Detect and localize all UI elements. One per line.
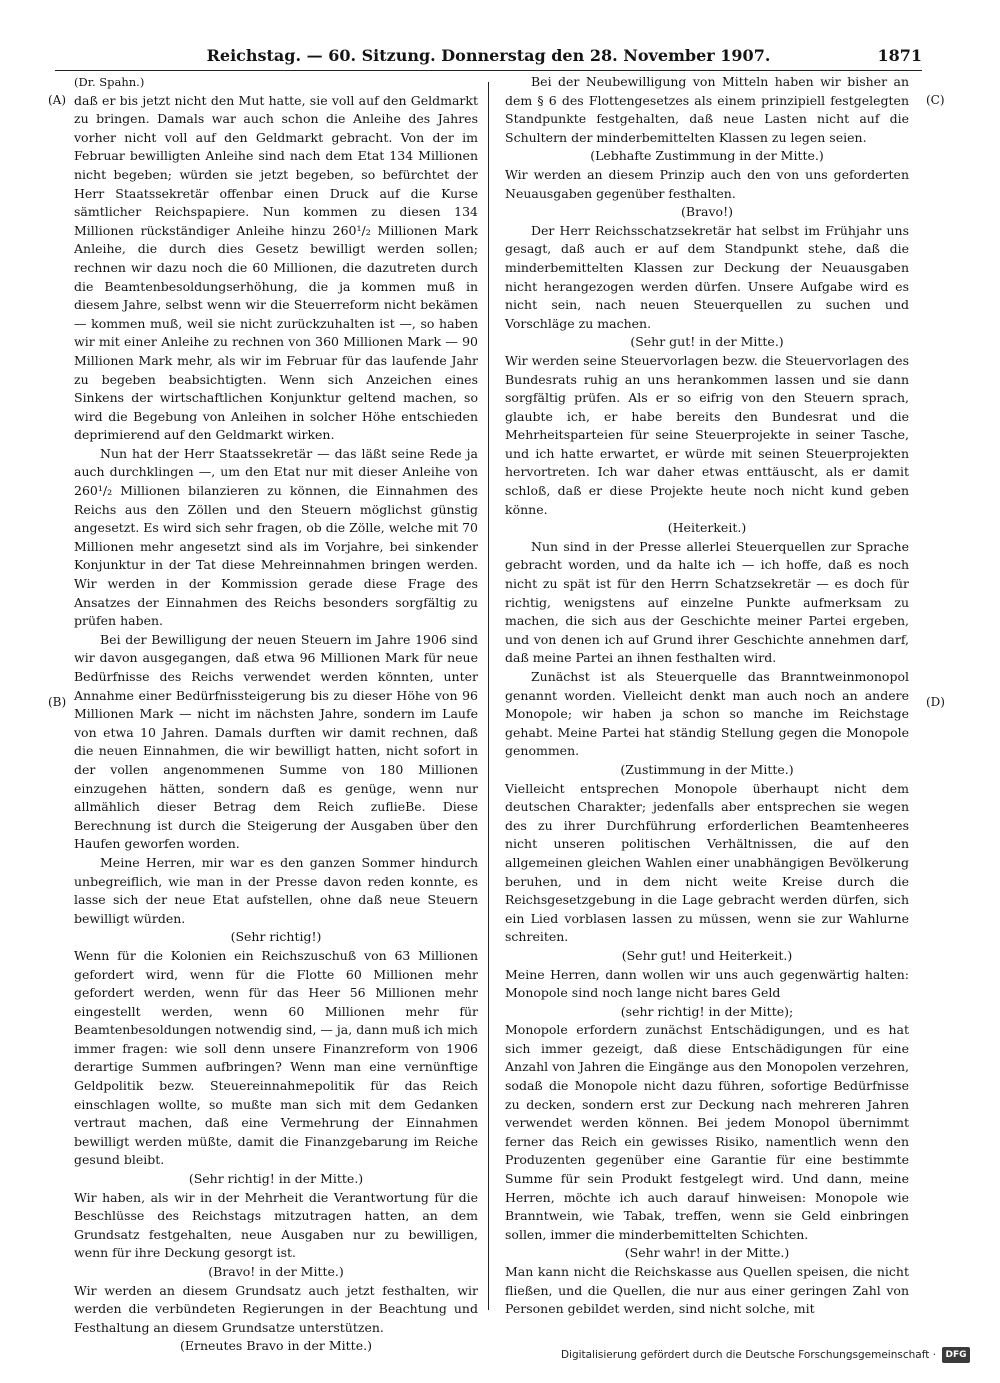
left-column-paragraph: (Sehr richtig!) [230,929,322,945]
left-column-paragraph: daß er bis jetzt nicht den Mut hatte, sie voll auf den Geldmarkt zu bringen. Damals war auch schon die Anleihe des Jahres vorher nicht voll auf den Geldmarkt gebracht. Von der im Februar bewilligten Anleihe sind nach dem Etat 134 Millionen nicht begeben; würden sie jetzt begeben, so befürchtet der Herr Staatssekretär offenbar einen Druck auf die Kurse sämtlicher Reichspapiere. Nun kommen zu diesen 134 Millionen rückständiger Anleihe hinzu 260¹/₂ Millionen Mark Anleihe, die durch dies Gesetz bewilligt werden sollen; rechnen wir dazu noch die 60 Millionen, die dazutreten durch die Beamtenbesoldungserhöhung, die ja kommen muß in diesem Jahre, selbst wenn wir die Steuerreform nicht bekämen — kommen muß, weil sie nicht zurückzuhalten ist —, so haben wir mit einer Anleihe zu rechnen von 360 Millionen Mark — 90 Millionen Mark mehr, als wir im Februar für das laufende Jahr zu begeben beabsichtigten. Wenn sich Anzeichen eines Sinkens der wirtschaftlichen Konjunktur geltend machen, so wird die Begebung von Anleihen in solcher Höhe entschieden deprimierend auf den Geldmarkt wirken. [74,92,478,443]
left-column-paragraph: (Dr. Spahn.) [74,75,145,89]
funding-note: Digitalisierung gefördert durch die Deutsche Forschungsgemeinschaft · [560,1349,936,1361]
left-column-paragraph: (Bravo! in der Mitte.) [208,1264,344,1279]
left-column [74,73,478,1356]
right-column-paragraph: Der Herr Reichsschatzsekretär hat selbst im Frühjahr uns gesagt, daß auch er auf dem Standpunkt stehe, daß die minderbemittelten Klassen zur Deckung der Neuausgaben nicht herangezogen werden dürfen. Unsere Aufgabe wird es nicht sein, nach neuen Steuerquellen zu suchen und Vorschläge zu machen. [505,222,909,331]
header-rule [55,70,922,71]
running-title: Reichstag. — 60. Sitzung. Donnerstag den 28. November 1907. [206,46,771,65]
page-number: 1871 [877,46,922,65]
right-column [505,73,909,1319]
right-column-paragraph: (Bravo!) [681,204,733,220]
dfg-logo: DFG [942,1347,970,1363]
right-column-paragraph: Meine Herren, dann wollen wir uns auch gegenwärtig halten: Monopole sind noch lange nicht bares Geld [505,966,909,1001]
right-column-paragraph: Monopole erfordern zunächst Entschädigungen, und es hat sich immer gezeigt, daß diese Entschädigungen für eine Anzahl von Jahren die Eingänge aus den Monopolen verzehren, sodaß die Monopole nicht dazu führen, sofortige Bedürfnisse zu decken, sondern erst zur Deckung nach mehreren Jahren verwendet werden können. Bei jedem Monopol übernimmt ferner das Reich ein gewisses Risiko, namentlich wenn den Produzenten gegenüber eine Garantie für eine bestimmte Summe für sein Produkt festgelegt wird. Und dann, meine Herren, möchte ich auch darauf hinweisen: Monopole wie Branntwein, wie Tabak, treffen, wenn sie Geld einbringen sollen, immer die minderbemittelten Schichten. [505,1022,909,1242]
right-column-paragraph: (Sehr gut! und Heiterkeit.) [621,947,793,963]
left-column-paragraph: Meine Herren, mir war es den ganzen Sommer hindurch unbegreiflich, wie man in der Presse davon reden konnte, es lasse sich der neue Etat aufstellen, ohne daß neue Steuern bewilligt würden. [74,854,478,926]
left-column-paragraph: Wir haben, als wir in der Mehrheit die Verantwortung für die Beschlüsse des Reichstags mitzutragen hatten, an dem Grundsatz festgehalten, neue Ausgaben nur zu bewilligen, wenn für ihre Deckung gesorgt ist. [74,1189,478,1261]
margin-label-b: (B) [48,695,67,709]
right-column-paragraph: Wir werden an diesem Prinzip auch den von uns geforderten Neuausgaben gegenüber festhalten. [505,166,909,201]
right-column-paragraph: Bei der Neubewilligung von Mitteln haben wir bisher an dem § 6 des Flottengesetzes als einem prinzipiell festgelegten Standpunkte festgehalten, daß neue Lasten nicht auf die Schultern der minderbemittelten Klassen zu legen seien. [505,74,909,145]
margin-label-a: (A) [48,93,67,107]
left-column-paragraph: (Erneutes Bravo in der Mitte.) [180,1338,372,1354]
right-column-paragraph: Nun sind in der Presse allerlei Steuerquellen zur Sprache gebracht worden, und da halte ich — ich hoffe, daß es noch nicht zu spät ist für den Herrn Schatzsekretär — es doch für richtig, wenigstens auf einzelne Punkte aufmerksam zu machen, die sich aus der Geschichte meiner Partei ergeben, und von denen ich auf Grund ihrer Geschichte annehmen darf, daß meine Partei an ihnen festhalten wird. [505,538,909,666]
margin-label-c: (C) [926,93,945,107]
right-column-paragraph: Wir werden seine Steuervorlagen bezw. die Steuervorlagen des Bundesrats ruhig an uns herankommen lassen und sie dann sorgfältig prüfen. Als er so eifrig von den Steuern sprach, glaubte ich, er habe bereits den Bundesrat und die Mehrheitsparteien für seine Steuerprojekte in seiner Tasche, und ich hatte erwartet, er würde mit seinen Steuerprojekten hervortreten. Ich war daher etwas enttäuscht, als er damit schloß, daß er diese Projekte heute noch nicht kund geben könne. [505,352,909,517]
footer [560,1346,970,1368]
right-column-paragraph: Man kann nicht die Reichskasse aus Quellen speisen, die nicht fließen, und die Quellen, die nur aus einer geringen Zahl von Personen gebildet werden, sind nicht solche, mit [505,1264,909,1317]
right-column-paragraph: (Sehr gut! in der Mitte.) [630,334,784,350]
left-column-paragraph: (Sehr richtig! in der Mitte.) [188,1171,364,1187]
page-header [55,44,922,70]
left-column-paragraph: Nun hat der Herr Staatssekretär — das läßt seine Rede ja auch durchklingen —, um den Etat nur mit dieser Anleihe von 260¹/₂ Millionen bilanzieren zu können, die Einnahmen des Reichs aus den Zöllen und den Steuern möglichst günstig angesetzt. Es wird sich sehr fragen, ob die Zölle, welche mit 70 Millionen mehr angesetzt sind als im Vorjahre, bei sinkender Konjunktur in der Tat diese Mehreinnahmen bringen werden. Wir werden in der Kommission gerade diese Frage des Ansatzes der Einnahmen des Reichs besonders sorgfältig zu prüfen haben. [74,445,478,629]
right-column-paragraph: (Zustimmung in der Mitte.) [620,761,794,777]
left-column-paragraph: Wenn für die Kolonien ein Reichszuschuß von 63 Millionen gefordert wird, wenn für die Flotte 60 Millionen mehr gefordert werden, wenn für das Heer 56 Millionen mehr eingestellt werden, wenn 60 Millionen mehr für Beamtenbesoldungen notwendig sind, — ja, dann muß ich mich immer fragen: wie soll denn unsere Finanzreform von 1906 derartige Summen aufbringen? Wenn man eine vernünftige Geldpolitik bezw. Steuereinnahmepolitik für das Reich einschlagen wollte, so mußte man sich mit dem Gedanken vertraut machen, daß eine Vermehrung der Einnahmen bewilligt werden müßte, damit die Finanzgebarung im Reiche gesund bleibt. [74,947,478,1168]
right-column-paragraph: (sehr richtig! in der Mitte); [620,1003,794,1019]
right-column-paragraph: (Sehr wahr! in der Mitte.) [624,1245,790,1261]
right-column-paragraph: (Heiterkeit.) [667,520,747,536]
right-column-paragraph: (Lebhafte Zustimmung in der Mitte.) [590,148,824,164]
margin-label-d: (D) [926,695,945,709]
left-column-paragraph: Bei der Bewilligung der neuen Steuern im Jahre 1906 sind wir davon ausgegangen, daß etwa 96 Millionen Mark für neue Bedürfnisse des Reichs verwendet werden könnten, unter Annahme einer Bedürfnissteigerung bis zu dieser Höhe von 96 Millionen Mark — nicht im nächsten Jahre, sondern im Laufe von etwa 10 Jahren. Damals durften wir damit rechnen, daß die neuen Einnahmen, die wir bewilligt hatten, nicht sofort in der vollen angenommenen Summe von 180 Millionen einzugehen hätten, sondern daß es genüge, wenn nur allmählich dieser Betrag dem Reich zuflieBe. Diese Berechnung ist durch die Steigerung der Ausgaben über den Haufen geworfen worden. [74,631,478,852]
left-column-paragraph: Wir werden an diesem Grundsatz auch jetzt festhalten, wir werden die verbündeten Regierungen in der Beachtung und Festhaltung an diesem Grundsatze unterstützen. [74,1282,478,1335]
right-column-paragraph: Vielleicht entsprechen Monopole überhaupt nicht dem deutschen Charakter; jedenfalls aber entsprechen sie wegen des zu ihrer Durchführung erforderlichen Beamtenheeres nicht unseren politischen Verhältnissen, die auf den allgemeinen gleichen Wahlen einer unabhängigen Bevölkerung beruhen, und in dem nicht weite Kreise durch die Reichsgesetzgebung in die Lage gebracht werden dürfen, sich ein Lied vorblasen lassen zu müssen, wenn sie zur Wahlurne schreiten. [505,780,909,945]
right-column-paragraph: Zunächst ist als Steuerquelle das Branntweinmonopol genannt worden. Vielleicht denkt man auch noch an andere Monopole; wir haben ja schon so manche im Reichstage gehabt. Meine Partei hat ständig Stellung gegen die Monopole genommen. [505,669,909,759]
column-divider [488,82,489,1310]
